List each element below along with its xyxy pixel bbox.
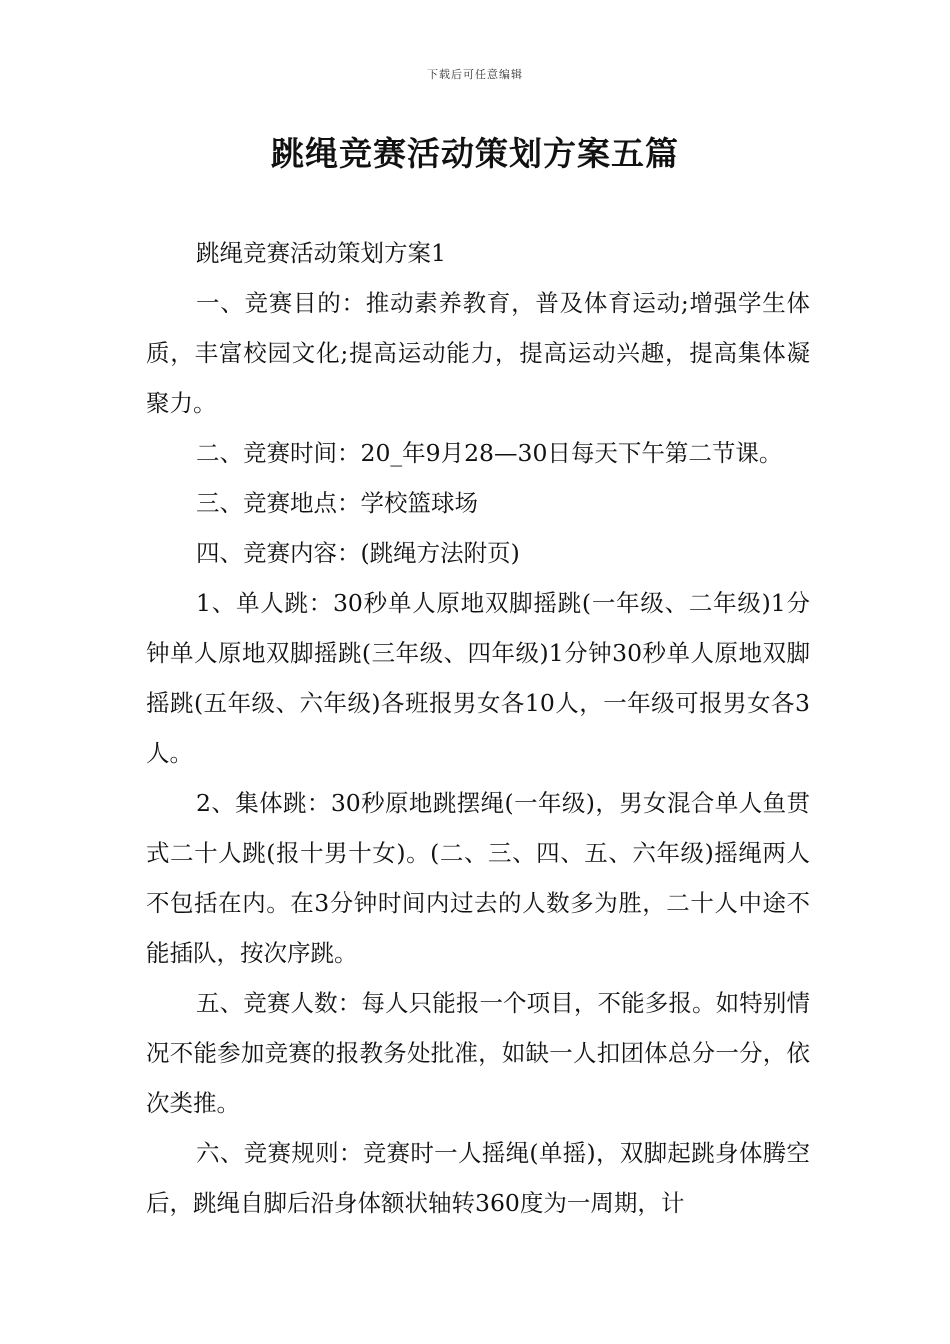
document-title: 跳绳竞赛活动策划方案五篇 bbox=[271, 134, 679, 173]
paragraph-group-jump: 2、集体跳：30秒原地跳摆绳(一年级)，男女混合单人鱼贯式二十人跳(报十男十女)。(二、三、四、五、六年级)摇绳两人不包括在内。在3分钟时间内过去的人数多为胜，二十人中途不能插队，按次序跳。 bbox=[146, 789, 810, 967]
document-body bbox=[146, 228, 810, 1228]
paragraph-content: 四、竞赛内容：(跳绳方法附页) bbox=[196, 539, 520, 567]
section-heading: 跳绳竞赛活动策划方案1 bbox=[196, 239, 446, 267]
paragraph-location: 三、竞赛地点：学校篮球场 bbox=[196, 489, 478, 517]
paragraph-rules: 六、竞赛规则：竞赛时一人摇绳(单摇)，双脚起跳身体腾空后，跳绳自脚后沿身体额状轴转360度为一周期，计 bbox=[146, 1139, 810, 1217]
paragraph-time: 二、竞赛时间：20_年9月28—30日每天下午第二节课。 bbox=[196, 439, 783, 467]
header-note: 下载后可任意编辑 bbox=[427, 68, 523, 81]
paragraph-single-jump: 1、单人跳：30秒单人原地双脚摇跳(一年级、二年级)1分钟单人原地双脚摇跳(三年级、四年级)1分钟30秒单人原地双脚摇跳(五年级、六年级)各班报男女各10人，一年级可报男女各3人。 bbox=[146, 589, 810, 767]
paragraph-purpose: 一、竞赛目的：推动素养教育，普及体育运动;增强学生体质，丰富校园文化;提高运动能力，提高运动兴趣，提高集体凝聚力。 bbox=[146, 289, 810, 417]
paragraph-participants: 五、竞赛人数：每人只能报一个项目，不能多报。如特别情况不能参加竞赛的报教务处批准，如缺一人扣团体总分一分，依次类推。 bbox=[146, 989, 810, 1117]
